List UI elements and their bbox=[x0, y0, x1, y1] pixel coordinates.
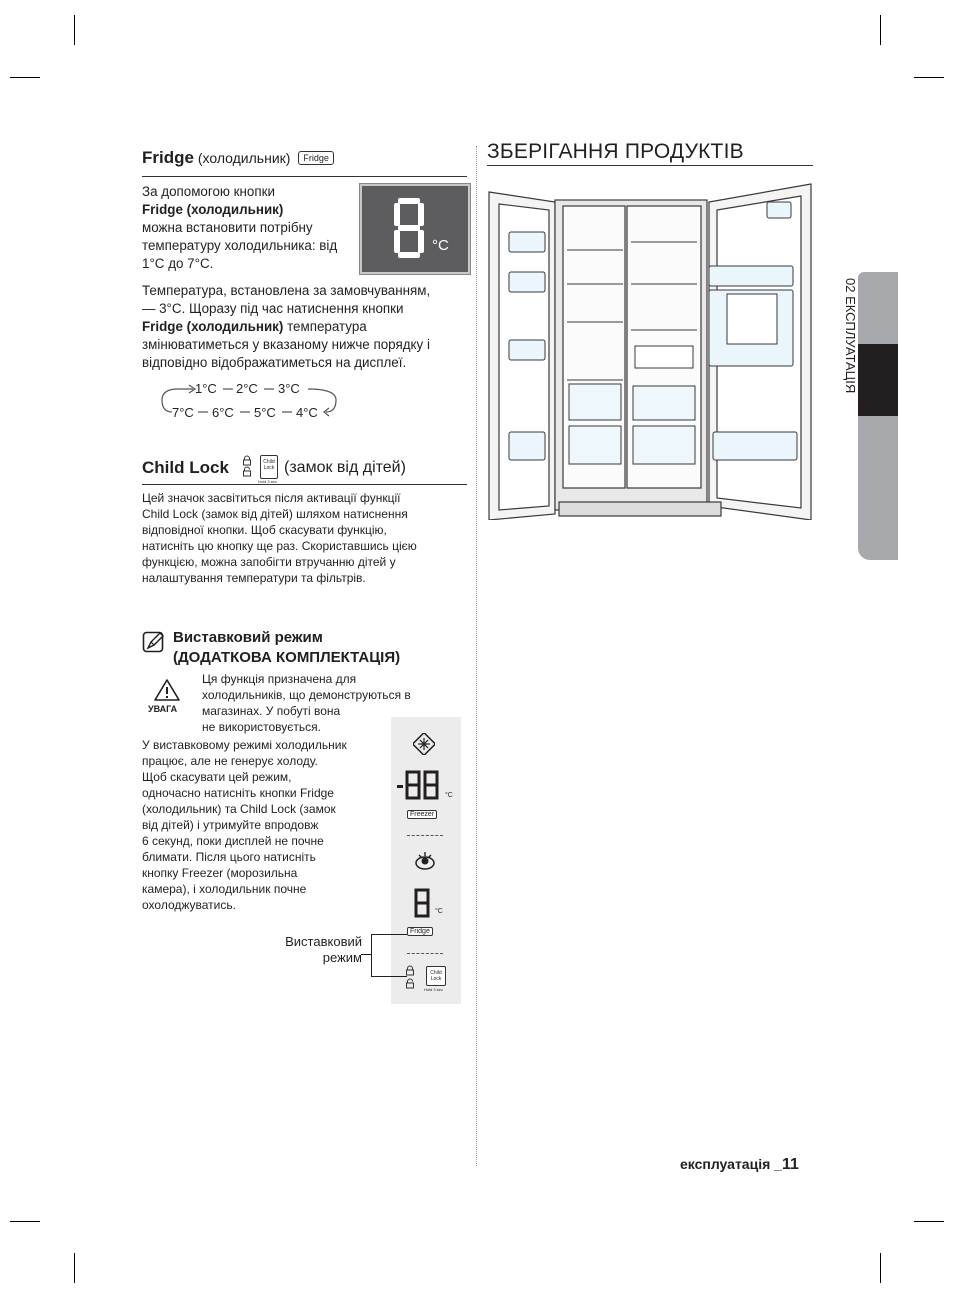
callout-line bbox=[361, 954, 371, 955]
storage-section-title: ЗБЕРІГАННЯ ПРОДУКТІВ bbox=[487, 140, 744, 163]
heading-rule bbox=[142, 484, 467, 485]
cycle-temp: 5°C bbox=[254, 405, 276, 420]
warning-icon bbox=[152, 678, 182, 702]
lock-icon bbox=[405, 965, 415, 991]
fridge-paragraph-2: Температура, встановлена за замовчуванням, — 3°C. Щоразу під час натиснення кнопки Fridge (холодильник) температура змінюватиметься у вказаному нижче порядку і відповідно відображатиметься на дисплеї. bbox=[142, 283, 431, 370]
note-pencil-icon bbox=[142, 630, 166, 654]
heading-rule bbox=[487, 165, 813, 166]
warning-label: УВАГА bbox=[148, 704, 178, 714]
chapter-tab-label: 02 ЕКСПЛУАТАЦІЯ bbox=[843, 278, 858, 394]
crop-mark bbox=[880, 1253, 881, 1283]
power-cool-icon bbox=[413, 850, 437, 872]
page-footer: експлуатація _11 bbox=[680, 1156, 799, 1173]
display-mode-paragraph: У виставковому режимі холодильник працює, але не генерує холоду. Щоб скасувати цей режим, одночасно натисніть кнопки Fridge (холодильник) та Child Lock (замок від дітей) і утримуйте впродовж 6 секунд, поки дисплей не почне блимати. Після цього натисніть кнопку Freezer (морозильна камера), і холодильник почне охолоджуватись. bbox=[142, 738, 347, 912]
fridge-button-chip: Fridge bbox=[298, 151, 334, 165]
chapter-tab bbox=[858, 272, 898, 560]
child-lock-heading: Child Lock Child Lock Hold 3 sec (замок від дітей) bbox=[142, 455, 467, 483]
cycle-temp: 3°C bbox=[278, 381, 300, 396]
panel-separator bbox=[407, 953, 443, 954]
page-number: 11 bbox=[781, 1156, 799, 1173]
callout-line bbox=[371, 976, 407, 977]
fridge-digit-display bbox=[413, 887, 433, 921]
display-unit: °C bbox=[432, 237, 449, 254]
seven-segment-digit bbox=[394, 198, 424, 258]
child-lock-button-chip: Child Lock bbox=[260, 455, 278, 479]
cycle-temp: 2°C bbox=[236, 381, 258, 396]
crop-mark bbox=[10, 1221, 40, 1222]
cycle-temp: 4°C bbox=[296, 405, 318, 420]
crop-mark bbox=[914, 77, 944, 78]
child-lock-paragraph: Цей значок засвітиться після активації функції Child Lock (замок від дітей) шляхом натиснення відповідної кнопки. Щоб скасувати функцію, натисніть цю кнопку ще раз. Скориставшись цією функцією, можна запобігти втручанню дітей у налаштування температури та фільтрів. bbox=[142, 491, 417, 585]
fridge-heading: Fridge (холодильник) Fridge bbox=[142, 148, 467, 168]
child-lock-button: Child Lock bbox=[426, 966, 446, 986]
crop-mark bbox=[10, 77, 40, 78]
fridge-display-image bbox=[360, 184, 470, 274]
column-divider bbox=[476, 146, 477, 1166]
crop-mark bbox=[74, 1253, 75, 1283]
snowflake-icon bbox=[413, 733, 435, 755]
callout-line bbox=[371, 934, 407, 935]
temperature-cycle-diagram bbox=[158, 378, 343, 426]
display-mode-paragraph-indented: Ця функція призначена для холодильників, що демонструються в магазинах. У побуті вона не використовується. bbox=[202, 672, 411, 734]
chapter-tab-marker bbox=[858, 344, 898, 416]
freezer-button: Freezer bbox=[407, 810, 437, 819]
callout-line bbox=[371, 934, 372, 976]
cycle-temp: 1°C bbox=[195, 381, 217, 396]
panel-separator bbox=[407, 835, 443, 836]
cycle-temp: 7°C bbox=[172, 405, 194, 420]
crop-mark bbox=[914, 1221, 944, 1222]
heading-rule bbox=[142, 176, 467, 177]
display-mode-callout: Виставковий режим bbox=[285, 934, 362, 965]
lock-icon bbox=[242, 455, 252, 479]
fridge-button: Fridge bbox=[407, 927, 433, 936]
crop-mark bbox=[880, 15, 881, 45]
fridge-paragraph-1: За допомогою кнопки Fridge (холодильник) можна встановити потрібну температуру холодильника: від 1°C до 7°C. bbox=[142, 184, 338, 271]
display-mode-heading: Виставковий режим (ДОДАТКОВА КОМПЛЕКТАЦІЯ) bbox=[173, 629, 401, 666]
crop-mark bbox=[74, 15, 75, 45]
control-panel-image: °C Freezer °C Fridge Child Lock Hold 3 sec bbox=[391, 717, 461, 1004]
cycle-temp: 6°C bbox=[212, 405, 234, 420]
refrigerator-illustration bbox=[487, 180, 813, 520]
